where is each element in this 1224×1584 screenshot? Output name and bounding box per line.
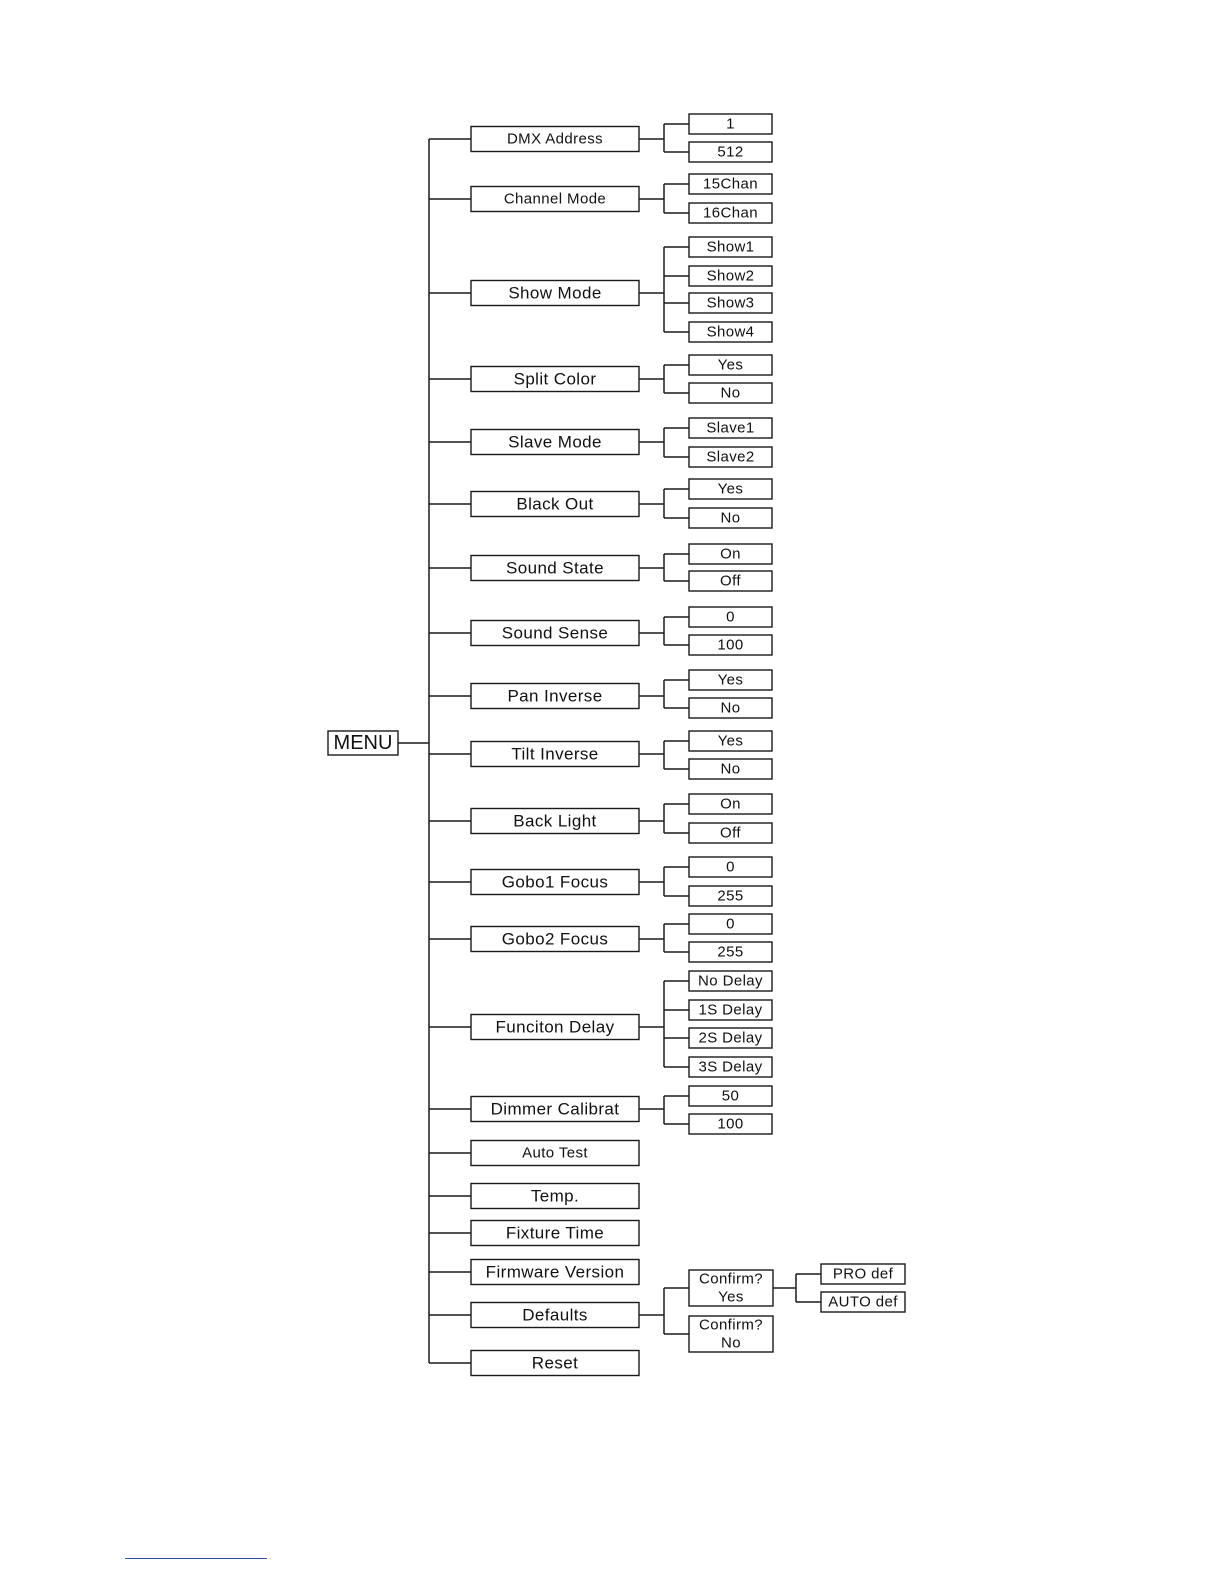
menu-item-gobo1-focus-label: Gobo1 Focus: [501, 872, 609, 892]
menu-root: [328, 731, 398, 755]
menu-item-sound-state-option-off: [689, 571, 772, 591]
menu-item-slave-mode-option-slave1: [689, 418, 772, 438]
menu-item-pan-inverse-label: Pan Inverse: [507, 686, 603, 706]
menu-item-black-out-option-yes-label: Yes: [717, 480, 744, 498]
menu-item-funciton-delay-option-2s-delay-label: 2S Delay: [698, 1029, 763, 1047]
menu-item-tilt-inverse-option-no: [689, 759, 772, 779]
menu-item-tilt-inverse-option-yes-label: Yes: [717, 732, 744, 750]
defaults-sub-auto-def: [821, 1292, 905, 1312]
menu-item-sound-sense-label: Sound Sense: [501, 623, 609, 643]
menu-item-black-out-option-no-label: No: [720, 509, 741, 527]
menu-item-show-mode-option-show3: [689, 293, 772, 313]
menu-item-tilt-inverse-option-no-label: No: [720, 760, 741, 778]
menu-item-fixture-time-label: Fixture Time: [505, 1223, 605, 1243]
menu-item-sound-sense-option-0: [689, 607, 772, 627]
defaults-sub-auto-def-label: AUTO def: [828, 1293, 898, 1311]
menu-item-gobo1-focus-option-0: [689, 857, 772, 877]
menu-root-label: MENU: [333, 732, 393, 754]
menu-item-show-mode-option-show4-label: Show4: [706, 323, 755, 341]
menu-item-split-color-option-yes-label: Yes: [717, 356, 744, 374]
menu-item-dimmer-calibrat-label: Dimmer Calibrat: [490, 1099, 620, 1119]
menu-item-gobo2-focus-option-255: [689, 942, 772, 962]
menu-item-fixture-time: [471, 1221, 639, 1246]
menu-item-funciton-delay-option-3s-delay-label: 3S Delay: [698, 1058, 763, 1076]
menu-item-gobo2-focus-option-0: [689, 914, 772, 934]
menu-item-pan-inverse-option-yes-label: Yes: [717, 671, 744, 689]
menu-item-funciton-delay-label: Funciton Delay: [495, 1017, 615, 1037]
menu-item-defaults-option-confirm-no-label: Confirm?: [698, 1316, 764, 1334]
menu-item-gobo2-focus-option-255-label: 255: [717, 943, 744, 961]
menu-item-back-light-option-on: [689, 794, 772, 814]
menu-item-sound-state-option-on: [689, 544, 772, 564]
menu-item-auto-test-label: Auto Test: [522, 1144, 588, 1162]
menu-item-temp: [471, 1184, 639, 1209]
menu-item-defaults-option-confirm-no-label: No: [721, 1334, 741, 1352]
menu-item-dmx-address-option-512-label: 512: [717, 143, 744, 161]
menu-item-reset: [471, 1351, 639, 1376]
menu-item-black-out: [471, 492, 639, 517]
menu-item-tilt-inverse-label: Tilt Inverse: [511, 744, 599, 764]
menu-item-dimmer-calibrat-option-50: [689, 1086, 772, 1106]
menu-item-black-out-option-no: [689, 508, 772, 528]
menu-item-funciton-delay-option-no-delay-label: No Delay: [698, 972, 763, 990]
menu-item-slave-mode-label: Slave Mode: [508, 432, 602, 452]
menu-item-funciton-delay-option-3s-delay: [689, 1057, 772, 1077]
menu-item-show-mode: [471, 281, 639, 306]
menu-item-funciton-delay-option-2s-delay: [689, 1028, 772, 1048]
menu-item-dimmer-calibrat-option-100-label: 100: [717, 1115, 744, 1133]
menu-item-dmx-address: [471, 127, 639, 152]
menu-item-dmx-address-label: DMX Address: [506, 130, 604, 148]
menu-item-funciton-delay-option-1s-delay: [689, 1000, 772, 1020]
menu-item-pan-inverse-option-yes: [689, 670, 772, 690]
menu-item-show-mode-option-show3-label: Show3: [706, 294, 755, 312]
menu-item-dimmer-calibrat-option-50-label: 50: [721, 1087, 740, 1105]
menu-item-back-light-label: Back Light: [513, 811, 597, 831]
menu-item-gobo2-focus-label: Gobo2 Focus: [501, 929, 609, 949]
menu-item-show-mode-option-show1: [689, 237, 772, 257]
menu-item-defaults-option-confirm-yes-label: Confirm?: [698, 1270, 764, 1288]
menu-item-split-color-option-no-label: No: [720, 384, 741, 402]
menu-item-sound-sense-option-100: [689, 635, 772, 655]
menu-item-sound-sense-option-0-label: 0: [726, 608, 735, 626]
menu-item-temp-label: Temp.: [530, 1186, 580, 1206]
menu-item-sound-state: [471, 556, 639, 581]
menu-item-dimmer-calibrat: [471, 1097, 639, 1122]
menu-item-defaults-option-confirm-yes: [689, 1270, 773, 1306]
menu-item-sound-state-option-off-label: Off: [720, 572, 741, 590]
menu-item-show-mode-option-show4: [689, 322, 772, 342]
defaults-sub-pro-def-label: PRO def: [832, 1265, 894, 1283]
menu-item-reset-label: Reset: [531, 1353, 579, 1373]
menu-item-firmware-version: [471, 1260, 639, 1285]
menu-item-pan-inverse-option-no: [689, 698, 772, 718]
menu-item-channel-mode-option-15chan: [689, 174, 772, 194]
menu-item-gobo1-focus-option-255: [689, 886, 772, 906]
menu-item-sound-sense: [471, 621, 639, 646]
menu-item-split-color-label: Split Color: [513, 369, 597, 389]
menu-item-black-out-option-yes: [689, 479, 772, 499]
menu-item-gobo1-focus: [471, 870, 639, 895]
menu-item-back-light-option-off-label: Off: [720, 824, 741, 842]
menu-item-channel-mode-option-16chan: [689, 203, 772, 223]
footer-rule: [125, 1558, 267, 1559]
menu-item-firmware-version-label: Firmware Version: [485, 1262, 625, 1282]
menu-item-slave-mode-option-slave1-label: Slave1: [706, 419, 755, 437]
menu-item-split-color: [471, 367, 639, 392]
menu-item-defaults: [471, 1303, 639, 1328]
menu-item-channel-mode: [471, 187, 639, 212]
menu-item-dmx-address-option-1-label: 1: [726, 115, 735, 133]
menu-item-show-mode-label: Show Mode: [508, 283, 602, 303]
menu-item-channel-mode-label: Channel Mode: [503, 190, 607, 208]
menu-item-funciton-delay-option-no-delay: [689, 971, 772, 991]
defaults-sub-pro-def: [821, 1264, 905, 1284]
menu-item-funciton-delay: [471, 1015, 639, 1040]
menu-item-split-color-option-no: [689, 383, 772, 403]
menu-item-sound-state-option-on-label: On: [720, 545, 741, 563]
menu-item-auto-test: [471, 1141, 639, 1166]
menu-item-gobo1-focus-option-255-label: 255: [717, 887, 744, 905]
menu-item-funciton-delay-option-1s-delay-label: 1S Delay: [698, 1001, 763, 1019]
menu-item-pan-inverse-option-no-label: No: [720, 699, 741, 717]
menu-item-defaults-option-confirm-yes-label: Yes: [718, 1288, 744, 1306]
menu-item-gobo2-focus-option-0-label: 0: [726, 915, 735, 933]
menu-item-back-light-option-on-label: On: [720, 795, 741, 813]
menu-item-gobo1-focus-option-0-label: 0: [726, 858, 735, 876]
menu-item-dmx-address-option-512: [689, 142, 772, 162]
menu-item-sound-state-label: Sound State: [506, 558, 604, 578]
menu-item-pan-inverse: [471, 684, 639, 709]
menu-item-show-mode-option-show2: [689, 266, 772, 286]
menu-item-back-light-option-off: [689, 823, 772, 843]
menu-item-dmx-address-option-1: [689, 114, 772, 134]
menu-item-tilt-inverse-option-yes: [689, 731, 772, 751]
menu-item-show-mode-option-show2-label: Show2: [706, 267, 755, 285]
menu-item-defaults-option-confirm-no: [689, 1316, 773, 1352]
menu-item-back-light: [471, 809, 639, 834]
menu-item-channel-mode-option-16chan-label: 16Chan: [703, 204, 758, 222]
menu-item-black-out-label: Black Out: [516, 494, 594, 514]
menu-item-slave-mode-option-slave2-label: Slave2: [706, 448, 755, 466]
menu-item-defaults-label: Defaults: [522, 1305, 588, 1325]
menu-item-sound-sense-option-100-label: 100: [717, 636, 744, 654]
menu-item-tilt-inverse: [471, 742, 639, 767]
menu-item-slave-mode-option-slave2: [689, 447, 772, 467]
menu-item-gobo2-focus: [471, 927, 639, 952]
menu-item-show-mode-option-show1-label: Show1: [706, 238, 755, 256]
menu-item-split-color-option-yes: [689, 355, 772, 375]
menu-item-slave-mode: [471, 430, 639, 455]
menu-item-dimmer-calibrat-option-100: [689, 1114, 772, 1134]
menu-item-channel-mode-option-15chan-label: 15Chan: [703, 175, 758, 193]
